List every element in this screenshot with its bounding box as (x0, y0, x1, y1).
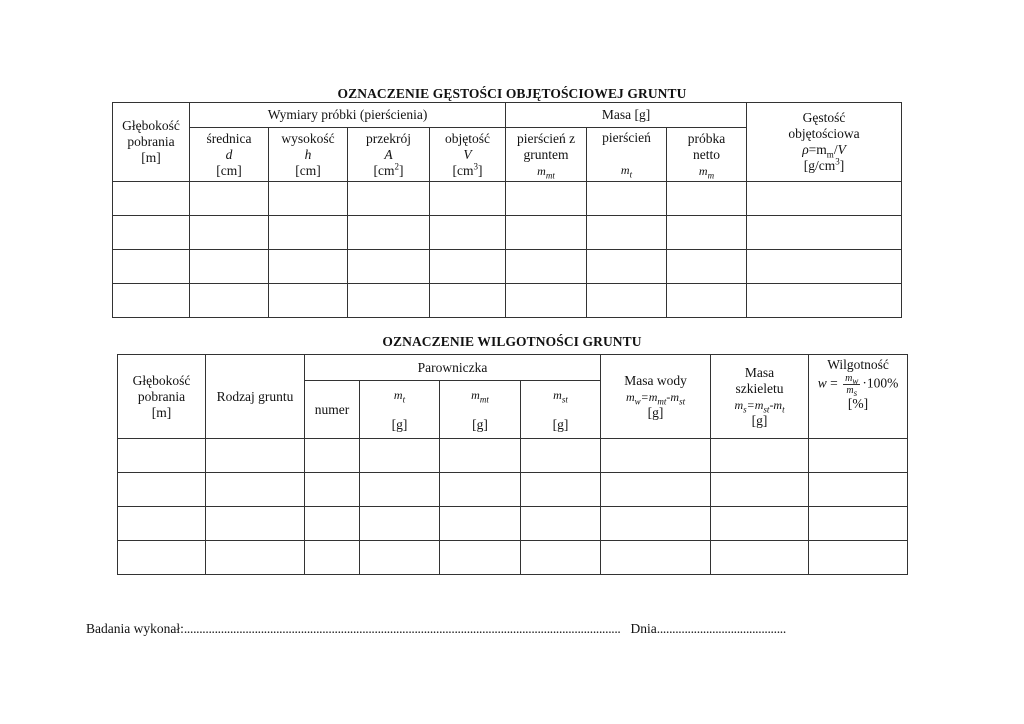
cell[interactable] (601, 541, 711, 575)
cell[interactable] (269, 250, 348, 284)
cell[interactable] (113, 250, 190, 284)
cell[interactable] (360, 507, 440, 541)
cell[interactable] (587, 250, 667, 284)
table-row (118, 541, 908, 575)
cell[interactable] (809, 507, 908, 541)
cell[interactable] (587, 216, 667, 250)
cell[interactable] (348, 182, 430, 216)
cell[interactable] (430, 216, 506, 250)
cell[interactable] (747, 182, 902, 216)
cell[interactable] (809, 473, 908, 507)
depth-header: Głębokość pobrania [m] (118, 355, 206, 439)
soil-type-header: Rodzaj gruntu (206, 355, 305, 439)
table-row (113, 250, 902, 284)
date-field[interactable]: .......................................... (656, 621, 786, 636)
mst-header: $m_{st}$ [g] (521, 381, 601, 439)
cell[interactable] (747, 216, 902, 250)
water-mass-header: Masa wody $m_w=m_{mt}-m_{st}$ [g] (601, 355, 711, 439)
cell[interactable] (305, 439, 360, 473)
cell[interactable] (747, 284, 902, 318)
cell[interactable] (348, 216, 430, 250)
depth-header: Głębokość pobrania [m] (113, 103, 190, 182)
cell[interactable] (430, 182, 506, 216)
cell[interactable] (305, 473, 360, 507)
cell[interactable] (118, 541, 206, 575)
moisture-table-title: OZNACZENIE WILGOTNOŚCI GRUNTU (382, 334, 642, 349)
cell[interactable] (118, 473, 206, 507)
cell[interactable] (667, 250, 747, 284)
moisture-fraction: $\frac{m_w}{m_s}$ (845, 373, 859, 398)
cell[interactable] (206, 473, 305, 507)
cell[interactable] (118, 507, 206, 541)
cell[interactable] (348, 284, 430, 318)
table-row (118, 439, 908, 473)
moisture-table (117, 354, 908, 575)
table-row (118, 507, 908, 541)
cell[interactable] (506, 182, 587, 216)
cell[interactable] (667, 216, 747, 250)
performed-by-label: Badania wykonał: (86, 621, 184, 636)
cell[interactable] (190, 250, 269, 284)
cell[interactable] (360, 473, 440, 507)
cell[interactable] (809, 541, 908, 575)
number-header: numer (305, 381, 360, 439)
cell[interactable] (113, 182, 190, 216)
cell[interactable] (667, 182, 747, 216)
cell[interactable] (430, 284, 506, 318)
net-sample-header: próbka netto $m_m$ (667, 128, 747, 182)
cell[interactable] (521, 541, 601, 575)
cell[interactable] (206, 439, 305, 473)
cell[interactable] (711, 439, 809, 473)
cell[interactable] (305, 541, 360, 575)
cell[interactable] (506, 216, 587, 250)
evaporator-group-header: Parowniczka (305, 355, 601, 381)
signature-line (86, 621, 916, 637)
cell[interactable] (601, 473, 711, 507)
cell[interactable] (269, 284, 348, 318)
cell[interactable] (190, 182, 269, 216)
cell[interactable] (113, 216, 190, 250)
table-row (113, 216, 902, 250)
cell[interactable] (113, 284, 190, 318)
cell[interactable] (440, 439, 521, 473)
cell[interactable] (809, 439, 908, 473)
cell[interactable] (747, 250, 902, 284)
table-row (113, 284, 902, 318)
cross-section-header: przekrój A $[cm^2]$ (348, 128, 430, 182)
cell[interactable] (521, 507, 601, 541)
cell[interactable] (305, 507, 360, 541)
cell[interactable] (521, 439, 601, 473)
moisture-header: Wilgotność w = $\frac{m_w}{m_s}$ ·100% [%] (809, 355, 908, 439)
date-label: Dnia (630, 621, 657, 636)
mass-group-header: Masa [g] (506, 103, 747, 128)
cell[interactable] (206, 507, 305, 541)
volume-header: objętość V $[cm^3]$ (430, 128, 506, 182)
height-header: wysokość h [cm] (269, 128, 348, 182)
table-row (118, 473, 908, 507)
cell[interactable] (587, 284, 667, 318)
cell[interactable] (269, 216, 348, 250)
cell[interactable] (118, 439, 206, 473)
cell[interactable] (206, 541, 305, 575)
dimensions-group-header: Wymiary próbki (pierścienia) (190, 103, 506, 128)
cell[interactable] (440, 541, 521, 575)
table-row (113, 182, 902, 216)
cell[interactable] (711, 541, 809, 575)
cell[interactable] (430, 250, 506, 284)
cell[interactable] (190, 216, 269, 250)
density-table (112, 102, 902, 318)
cell[interactable] (601, 507, 711, 541)
cell[interactable] (440, 507, 521, 541)
cell[interactable] (667, 284, 747, 318)
cell[interactable] (587, 182, 667, 216)
ring-with-soil-header: pierścień z gruntem $m_{mt}$ (506, 128, 587, 182)
performed-by-field[interactable]: .............................................................................................................................................. (183, 621, 621, 636)
cell[interactable] (190, 284, 269, 318)
cell[interactable] (711, 507, 809, 541)
diameter-header: średnica d [cm] (190, 128, 269, 182)
cell[interactable] (440, 473, 521, 507)
bulk-density-header: Gęstość objętościowa $\rho=m_m/V$ $[g/cm^3]$ (747, 103, 902, 182)
cell[interactable] (269, 182, 348, 216)
density-table-title: OZNACZENIE GĘSTOŚCI OBJĘTOŚCIOWEJ GRUNTU (337, 86, 687, 101)
cell[interactable] (506, 284, 587, 318)
skeleton-mass-header: Masa szkieletu $m_s=m_{st}-m_t$ [g] (711, 355, 809, 439)
mt-header: $m_t$ [g] (360, 381, 440, 439)
cell[interactable] (506, 250, 587, 284)
mmt-header: $m_{mt}$ [g] (440, 381, 521, 439)
ring-header: pierścień $m_t$ (587, 128, 667, 182)
cell[interactable] (360, 439, 440, 473)
cell[interactable] (521, 473, 601, 507)
cell[interactable] (348, 250, 430, 284)
cell[interactable] (711, 473, 809, 507)
cell[interactable] (360, 541, 440, 575)
cell[interactable] (601, 439, 711, 473)
